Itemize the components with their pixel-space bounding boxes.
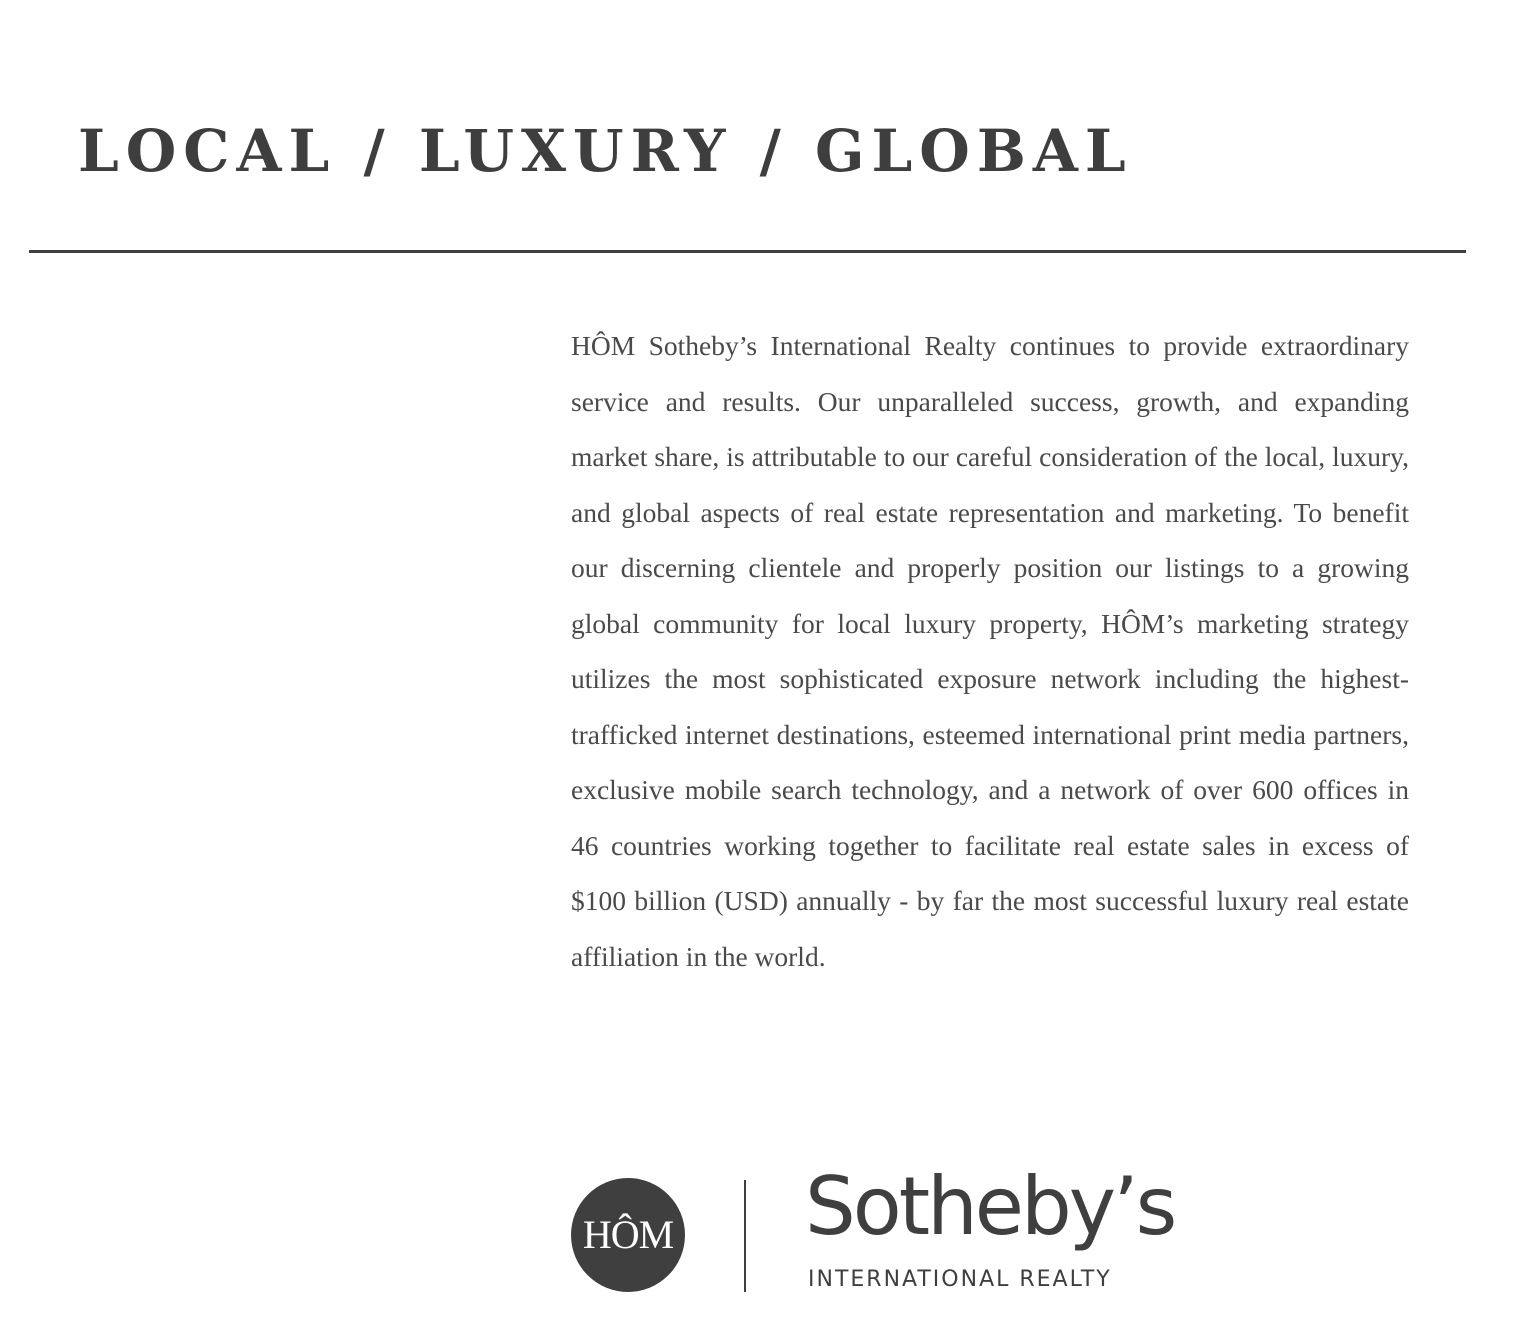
hom-logo-circle [571,1178,685,1292]
sothebys-wordmark: Sotheby’s [805,1160,1175,1253]
logo-divider [744,1180,746,1292]
hom-logo-text: HÔM [582,1212,674,1257]
international-realty-wordmark: INTERNATIONAL REALTY [808,1267,1112,1292]
page-title: LOCAL / LUXURY / GLOBAL [78,117,1133,185]
horizontal-divider [29,250,1466,253]
brand-logo-block [571,1160,1175,1296]
body-paragraph: HÔM Sotheby’s International Realty continues to provide extraordinary service and results. Our unparalleled success, growth, and expanding market share, is attributable to our careful consideration of the local, luxury, and global aspects of real estate representation and marketing. To benefit our discerning clientele and properly position our listings to a growing global community for local luxury property, HÔM’s marketing strategy utilizes the most sophisticated exposure network including the highest-trafficked internet destinations, esteemed international print media partners, exclusive mobile search technology, and a network of over 600 offices in 46 countries working together to facilitate real estate sales in excess of $100 billion (USD) annually - by far the most successful luxury real estate affiliation in the world. [571,330,1409,972]
